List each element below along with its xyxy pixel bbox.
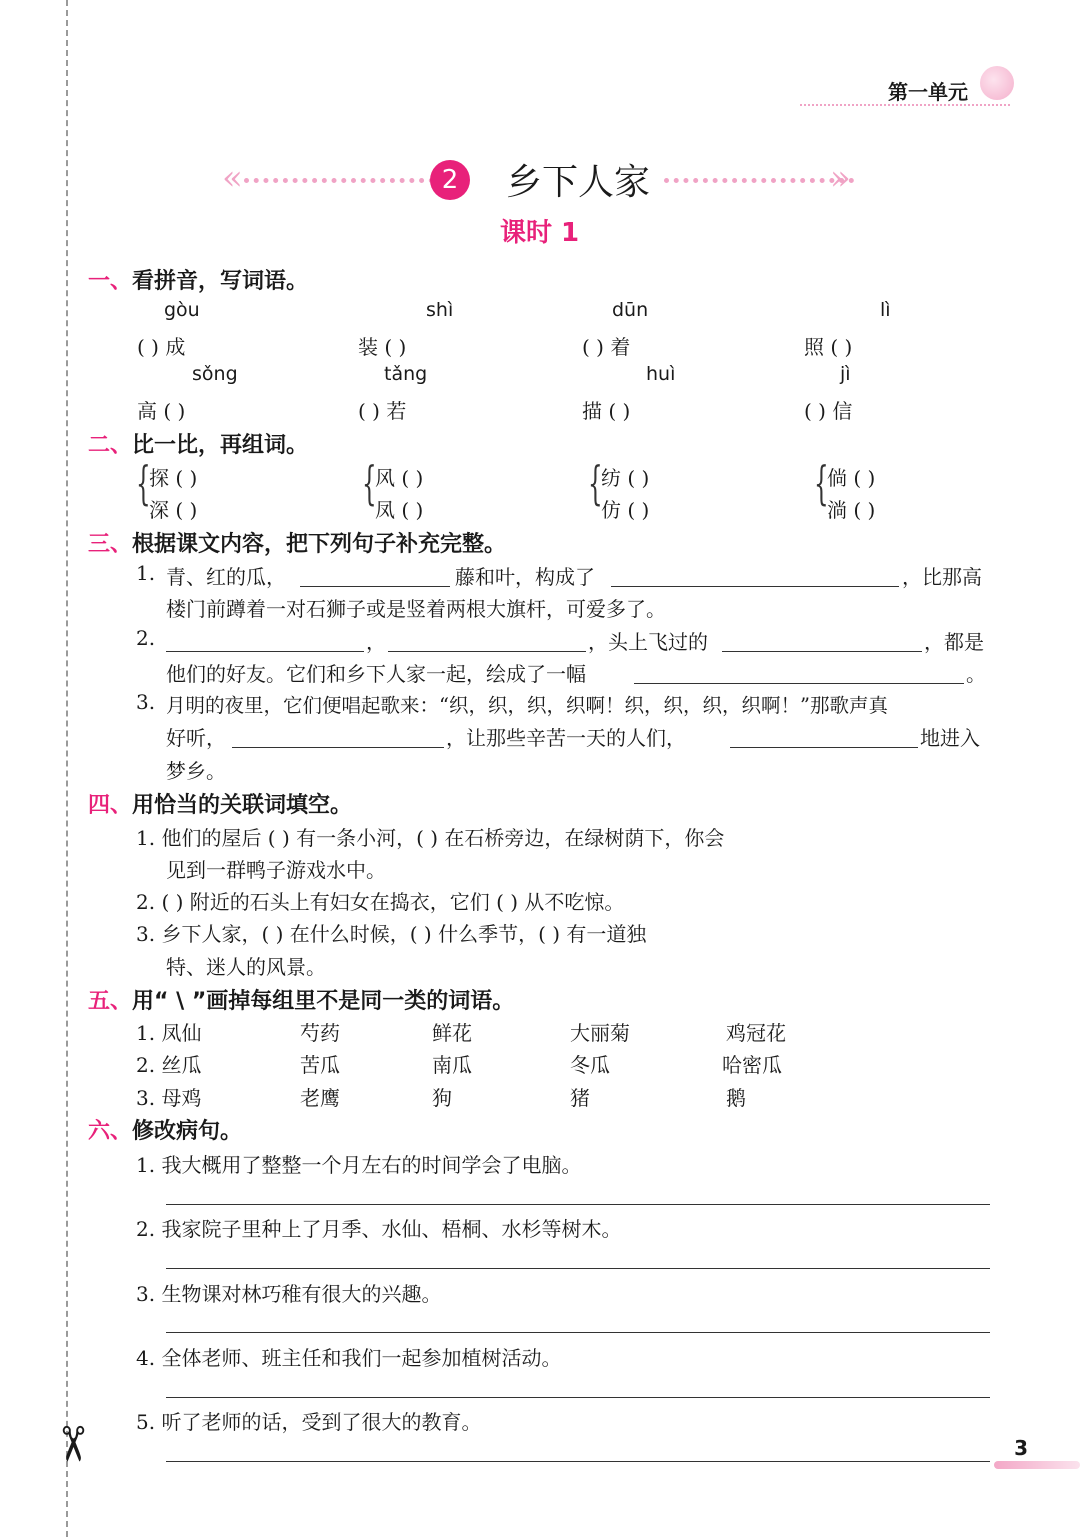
answer-line[interactable] (166, 1397, 990, 1398)
pinyin: jì (840, 363, 851, 385)
sentence-text: ，都是 (924, 630, 984, 654)
sick-sentence: 4. 全体老师、班主任和我们一起参加植树活动。 (136, 1346, 562, 1370)
word-group-item[interactable]: 南瓜 (432, 1053, 472, 1077)
word-group-item[interactable]: 芍药 (300, 1021, 340, 1045)
brace-icon: { (362, 456, 377, 510)
sentence-text: 好听， (166, 726, 226, 750)
section-2-heading (88, 428, 308, 459)
word-blank[interactable]: ( ) 若 (358, 399, 407, 423)
pinyin: tǎng (384, 363, 428, 385)
section-title: 用“ \ ”画掉每组里不是同一类的词语。 (132, 989, 515, 1014)
word-blank[interactable]: 照 ( ) (804, 335, 853, 359)
answer-line[interactable] (722, 651, 922, 652)
section-1-heading (88, 264, 308, 295)
compare-word[interactable]: 倘 ( ) (827, 466, 876, 490)
section-number: 一、 (88, 269, 133, 294)
fill-sentence: 特、迷人的风景。 (166, 955, 326, 979)
word-blank[interactable]: ( ) 成 (137, 335, 186, 359)
sentence-text: ，头上飞过的 (588, 630, 708, 654)
compare-word[interactable]: 纺 ( ) (601, 466, 650, 490)
fill-sentence[interactable]: 3. 乡下人家，( ) 在什么时候，( ) 什么季节，( ) 有一道独 (136, 922, 647, 946)
brace-icon: { (588, 456, 603, 510)
scissors-icon: ✂ (44, 1423, 101, 1465)
word-group-item[interactable]: 老鹰 (300, 1086, 340, 1110)
answer-line[interactable] (232, 747, 444, 748)
word-group-item[interactable]: 鲜花 (432, 1021, 472, 1045)
sick-sentence: 2. 我家院子里种上了月季、水仙、梧桐、水杉等树木。 (136, 1217, 622, 1241)
section-6-heading (88, 1114, 242, 1145)
fill-sentence[interactable]: 2. ( ) 附近的石头上有妇女在捣衣，它们 ( ) 从不吃惊。 (136, 890, 625, 914)
sick-sentence: 5. 听了老师的话，受到了很大的教育。 (136, 1410, 482, 1434)
brace-icon: { (814, 456, 829, 510)
question-number: 2. (136, 626, 156, 650)
left-dotted-bar (244, 178, 434, 183)
section-3-heading (88, 527, 506, 558)
answer-line[interactable] (634, 683, 964, 684)
sentence-text: 藤和叶，构成了 (455, 565, 595, 589)
section-number: 二、 (88, 433, 133, 458)
sentence-text: ， (366, 630, 386, 654)
word-blank[interactable]: ( ) 着 (582, 335, 631, 359)
page-number-bar (994, 1461, 1080, 1469)
section-title: 修改病句。 (132, 1119, 243, 1144)
unit-label: 第一单元 (888, 80, 968, 104)
word-group-item[interactable]: 冬瓜 (570, 1053, 610, 1077)
answer-line[interactable] (166, 1461, 990, 1462)
sentence-text: 青、红的瓜， (166, 565, 286, 589)
section-number: 三、 (88, 532, 133, 557)
sentence-text: 月明的夜里，它们便唱起歌来：“织，织，织，织啊！织，织，织，织啊！”那歌声真 (166, 694, 888, 717)
word-group-item[interactable]: 鸡冠花 (726, 1021, 786, 1045)
compare-word[interactable]: 风 ( ) (375, 466, 424, 490)
section-title: 根据课文内容，把下列句子补充完整。 (132, 532, 507, 557)
word-group-item[interactable]: 大丽菊 (570, 1021, 630, 1045)
sentence-text: 楼门前蹲着一对石狮子或是竖着两根大旗杆，可爱多了。 (166, 597, 666, 621)
compare-word[interactable]: 探 ( ) (149, 466, 198, 490)
sentence-text: ，比那高 (902, 565, 982, 589)
section-title: 用恰当的关联词填空。 (132, 793, 353, 818)
compare-word[interactable]: 仿 ( ) (601, 498, 650, 522)
section-number: 六、 (88, 1119, 133, 1144)
section-5-heading (88, 984, 514, 1015)
section-number: 五、 (88, 989, 133, 1014)
compare-word[interactable]: 深 ( ) (149, 498, 198, 522)
cut-line (66, 0, 68, 1537)
page-number: 3 (1014, 1436, 1028, 1460)
answer-line[interactable] (166, 1332, 990, 1333)
word-group-item[interactable]: 狗 (432, 1086, 452, 1110)
word-group-item[interactable]: 哈密瓜 (722, 1053, 782, 1077)
pinyin: dūn (612, 299, 649, 321)
right-chevron-icon: » (830, 158, 843, 198)
answer-line[interactable] (166, 1204, 990, 1205)
lesson-title: 乡下人家 (506, 162, 651, 203)
pinyin: huì (646, 363, 676, 385)
sentence-text: 地进入 (920, 726, 980, 750)
brace-icon: { (136, 456, 151, 510)
word-blank[interactable]: ( ) 信 (804, 399, 853, 423)
question-number: 3. (136, 690, 156, 714)
sentence-text: 他们的好友。它们和乡下人家一起，绘成了一幅 (166, 662, 586, 686)
word-group-item[interactable]: 苦瓜 (300, 1053, 340, 1077)
word-blank[interactable]: 装 ( ) (358, 335, 407, 359)
word-blank[interactable]: 描 ( ) (582, 399, 631, 423)
word-group-item[interactable]: 1. 凤仙 (136, 1021, 202, 1045)
section-title: 看拼音，写词语。 (132, 269, 309, 294)
word-blank[interactable]: 高 ( ) (137, 399, 186, 423)
answer-line[interactable] (388, 651, 586, 652)
section-title: 比一比，再组词。 (132, 433, 309, 458)
word-group-item[interactable]: 猪 (570, 1086, 590, 1110)
sick-sentence: 3. 生物课对林巧稚有很大的兴趣。 (136, 1282, 442, 1306)
section-4-heading (88, 788, 352, 819)
flower-decoration-icon (980, 66, 1014, 100)
answer-line[interactable] (300, 586, 450, 587)
fill-sentence: 见到一群鸭子游戏水中。 (166, 858, 386, 882)
compare-word[interactable]: 凤 ( ) (375, 498, 424, 522)
sick-sentence: 1. 我大概用了整整一个月左右的时间学会了电脑。 (136, 1153, 582, 1177)
compare-word[interactable]: 淌 ( ) (827, 498, 876, 522)
section-number: 四、 (88, 793, 133, 818)
fill-sentence[interactable]: 1. 他们的屋后 ( ) 有一条小河，( ) 在石桥旁边，在绿树荫下，你会 (136, 826, 725, 850)
header-divider (800, 104, 1010, 106)
lesson-number-badge: 2 (430, 160, 470, 200)
sentence-text: ，让那些辛苦一天的人们， (446, 726, 686, 750)
sentence-text: 梦乡。 (166, 759, 226, 783)
answer-line[interactable] (611, 586, 899, 587)
period-label: 课时 1 (500, 218, 580, 248)
word-group-item[interactable]: 2. 丝瓜 (136, 1053, 202, 1077)
right-dotted-bar (664, 178, 854, 183)
question-number: 1. (136, 561, 156, 585)
pinyin: shì (426, 299, 454, 321)
pinyin: sǒng (192, 363, 238, 385)
answer-line[interactable] (730, 747, 918, 748)
left-chevron-icon: « (222, 158, 235, 198)
sentence-text: 。 (966, 662, 986, 686)
word-group-item[interactable]: 3. 母鸡 (136, 1086, 202, 1110)
word-group-item[interactable]: 鹅 (726, 1086, 746, 1110)
pinyin: lì (880, 299, 891, 321)
answer-line[interactable] (166, 651, 364, 652)
answer-line[interactable] (166, 1268, 990, 1269)
pinyin: gòu (164, 299, 200, 321)
